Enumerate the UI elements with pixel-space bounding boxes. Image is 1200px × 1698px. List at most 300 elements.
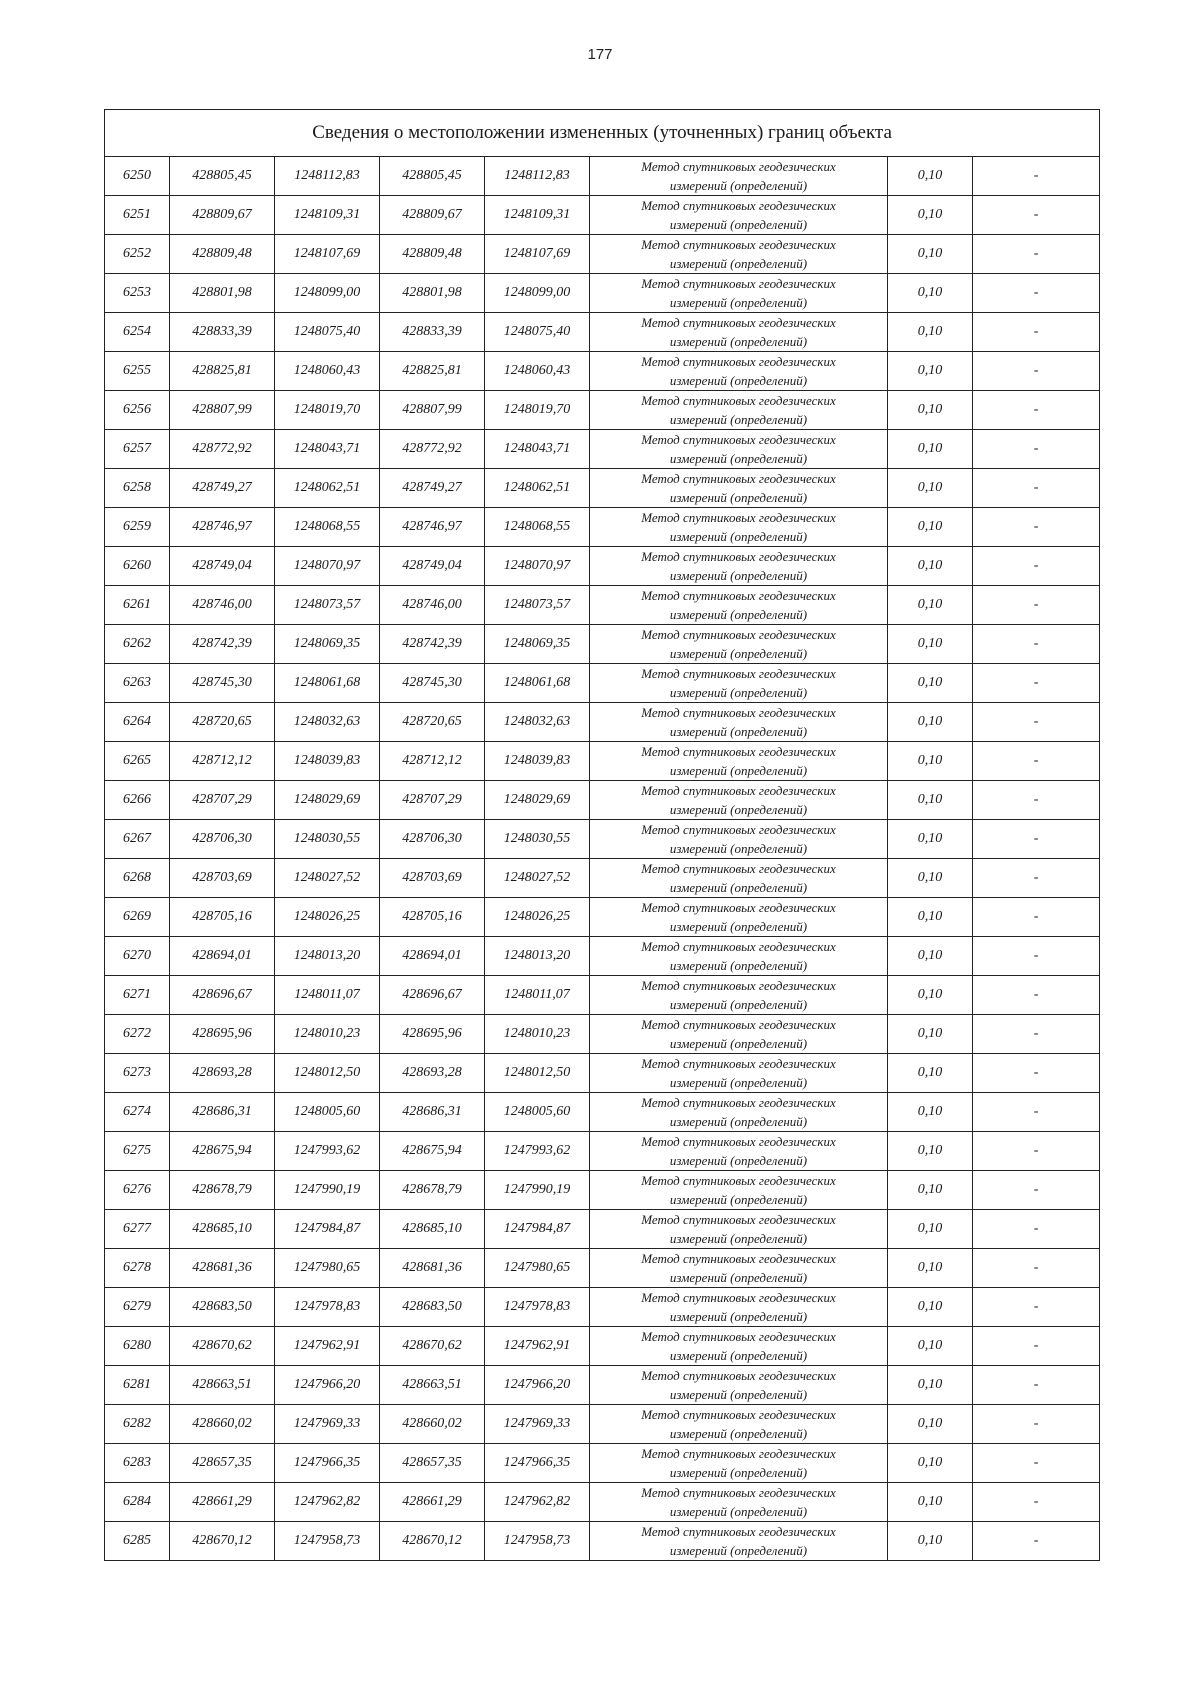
method-cell bbox=[590, 742, 888, 781]
description-cell: - bbox=[973, 1054, 1100, 1093]
accuracy-cell: 0,10 bbox=[888, 469, 973, 508]
method-line-2: измерений (определений) bbox=[669, 802, 808, 817]
accuracy-cell: 0,10 bbox=[888, 1093, 973, 1132]
description-cell: - bbox=[973, 898, 1100, 937]
accuracy-cell: 0,10 bbox=[888, 1444, 973, 1483]
description-cell: - bbox=[973, 1444, 1100, 1483]
x-existing-cell: 428745,30 bbox=[170, 664, 275, 703]
method-line-1: Метод спутниковых геодезических bbox=[641, 861, 836, 876]
method-line-1: Метод спутниковых геодезических bbox=[641, 393, 836, 408]
x-new-cell: 428670,12 bbox=[380, 1522, 485, 1561]
method-line-2: измерений (определений) bbox=[669, 1348, 808, 1363]
method-cell bbox=[590, 547, 888, 586]
method-line-2: измерений (определений) bbox=[669, 1270, 808, 1285]
x-new-cell: 428833,39 bbox=[380, 313, 485, 352]
table-row bbox=[105, 313, 1100, 352]
y-new-cell: 1248029,69 bbox=[485, 781, 590, 820]
point-number-cell: 6279 bbox=[105, 1288, 170, 1327]
x-new-cell: 428685,10 bbox=[380, 1210, 485, 1249]
method-line-1: Метод спутниковых геодезических bbox=[641, 588, 836, 603]
y-existing-cell: 1248030,55 bbox=[275, 820, 380, 859]
method-line-1: Метод спутниковых геодезических bbox=[641, 549, 836, 564]
x-new-cell: 428663,51 bbox=[380, 1366, 485, 1405]
point-number-cell: 6277 bbox=[105, 1210, 170, 1249]
description-cell: - bbox=[973, 703, 1100, 742]
table-row bbox=[105, 976, 1100, 1015]
method-cell bbox=[590, 1444, 888, 1483]
y-existing-cell: 1248061,68 bbox=[275, 664, 380, 703]
point-number-cell: 6259 bbox=[105, 508, 170, 547]
y-new-cell: 1248030,55 bbox=[485, 820, 590, 859]
method-line-2: измерений (определений) bbox=[669, 763, 808, 778]
description-cell: - bbox=[973, 664, 1100, 703]
table-row bbox=[105, 703, 1100, 742]
method-line-2: измерений (определений) bbox=[669, 178, 808, 193]
point-number-cell: 6268 bbox=[105, 859, 170, 898]
method-line-1: Метод спутниковых геодезических bbox=[641, 354, 836, 369]
accuracy-cell: 0,10 bbox=[888, 547, 973, 586]
method-line-2: измерений (определений) bbox=[669, 529, 808, 544]
x-existing-cell: 428742,39 bbox=[170, 625, 275, 664]
table-row bbox=[105, 274, 1100, 313]
method-line-2: измерений (определений) bbox=[669, 646, 808, 661]
x-new-cell: 428706,30 bbox=[380, 820, 485, 859]
x-existing-cell: 428805,45 bbox=[170, 157, 275, 196]
accuracy-cell: 0,10 bbox=[888, 1015, 973, 1054]
method-line-2: измерений (определений) bbox=[669, 1465, 808, 1480]
table-row bbox=[105, 820, 1100, 859]
accuracy-cell: 0,10 bbox=[888, 586, 973, 625]
table-row bbox=[105, 157, 1100, 196]
x-new-cell: 428809,48 bbox=[380, 235, 485, 274]
method-line-2: измерений (определений) bbox=[669, 919, 808, 934]
x-existing-cell: 428703,69 bbox=[170, 859, 275, 898]
point-number-cell: 6275 bbox=[105, 1132, 170, 1171]
description-cell: - bbox=[973, 781, 1100, 820]
accuracy-cell: 0,10 bbox=[888, 1054, 973, 1093]
y-new-cell: 1247990,19 bbox=[485, 1171, 590, 1210]
y-new-cell: 1248075,40 bbox=[485, 313, 590, 352]
method-cell bbox=[590, 664, 888, 703]
method-cell bbox=[590, 898, 888, 937]
x-new-cell: 428694,01 bbox=[380, 937, 485, 976]
description-cell: - bbox=[973, 742, 1100, 781]
method-line-2: измерений (определений) bbox=[669, 880, 808, 895]
x-new-cell: 428746,97 bbox=[380, 508, 485, 547]
method-line-2: измерений (определений) bbox=[669, 1153, 808, 1168]
method-line-2: измерений (определений) bbox=[669, 724, 808, 739]
x-new-cell: 428742,39 bbox=[380, 625, 485, 664]
y-new-cell: 1248027,52 bbox=[485, 859, 590, 898]
x-existing-cell: 428749,27 bbox=[170, 469, 275, 508]
accuracy-cell: 0,10 bbox=[888, 1210, 973, 1249]
accuracy-cell: 0,10 bbox=[888, 664, 973, 703]
y-new-cell: 1248011,07 bbox=[485, 976, 590, 1015]
method-cell bbox=[590, 703, 888, 742]
method-cell bbox=[590, 859, 888, 898]
y-new-cell: 1247958,73 bbox=[485, 1522, 590, 1561]
y-new-cell: 1247993,62 bbox=[485, 1132, 590, 1171]
point-number-cell: 6263 bbox=[105, 664, 170, 703]
point-number-cell: 6274 bbox=[105, 1093, 170, 1132]
accuracy-cell: 0,10 bbox=[888, 1405, 973, 1444]
point-number-cell: 6272 bbox=[105, 1015, 170, 1054]
x-new-cell: 428745,30 bbox=[380, 664, 485, 703]
accuracy-cell: 0,10 bbox=[888, 976, 973, 1015]
method-cell bbox=[590, 1093, 888, 1132]
point-number-cell: 6257 bbox=[105, 430, 170, 469]
table-row bbox=[105, 898, 1100, 937]
table-row bbox=[105, 1132, 1100, 1171]
method-line-1: Метод спутниковых геодезических bbox=[641, 1368, 836, 1383]
x-existing-cell: 428657,35 bbox=[170, 1444, 275, 1483]
x-new-cell: 428703,69 bbox=[380, 859, 485, 898]
table-row bbox=[105, 508, 1100, 547]
x-existing-cell: 428693,28 bbox=[170, 1054, 275, 1093]
y-new-cell: 1248061,68 bbox=[485, 664, 590, 703]
description-cell: - bbox=[973, 1093, 1100, 1132]
y-existing-cell: 1247978,83 bbox=[275, 1288, 380, 1327]
method-line-2: измерений (определений) bbox=[669, 958, 808, 973]
method-cell bbox=[590, 1483, 888, 1522]
method-line-1: Метод спутниковых геодезических bbox=[641, 237, 836, 252]
table-row bbox=[105, 1249, 1100, 1288]
method-line-2: измерений (определений) bbox=[669, 1036, 808, 1051]
description-cell: - bbox=[973, 469, 1100, 508]
accuracy-cell: 0,10 bbox=[888, 391, 973, 430]
point-number-cell: 6282 bbox=[105, 1405, 170, 1444]
y-new-cell: 1247962,91 bbox=[485, 1327, 590, 1366]
point-number-cell: 6278 bbox=[105, 1249, 170, 1288]
method-line-1: Метод спутниковых геодезических bbox=[641, 822, 836, 837]
method-cell bbox=[590, 235, 888, 274]
x-existing-cell: 428695,96 bbox=[170, 1015, 275, 1054]
x-existing-cell: 428686,31 bbox=[170, 1093, 275, 1132]
x-existing-cell: 428801,98 bbox=[170, 274, 275, 313]
point-number-cell: 6252 bbox=[105, 235, 170, 274]
accuracy-cell: 0,10 bbox=[888, 235, 973, 274]
table-row bbox=[105, 664, 1100, 703]
accuracy-cell: 0,10 bbox=[888, 1249, 973, 1288]
table-caption: Сведения о местоположении измененных (уточненных) границ объекта bbox=[105, 110, 1100, 157]
y-existing-cell: 1248011,07 bbox=[275, 976, 380, 1015]
y-new-cell: 1248005,60 bbox=[485, 1093, 590, 1132]
y-existing-cell: 1247966,20 bbox=[275, 1366, 380, 1405]
method-line-1: Метод спутниковых геодезических bbox=[641, 315, 836, 330]
method-line-2: измерений (определений) bbox=[669, 1543, 808, 1558]
description-cell: - bbox=[973, 235, 1100, 274]
table-row bbox=[105, 1522, 1100, 1561]
accuracy-cell: 0,10 bbox=[888, 1288, 973, 1327]
point-number-cell: 6285 bbox=[105, 1522, 170, 1561]
method-cell bbox=[590, 976, 888, 1015]
accuracy-cell: 0,10 bbox=[888, 313, 973, 352]
y-new-cell: 1248060,43 bbox=[485, 352, 590, 391]
method-cell bbox=[590, 1522, 888, 1561]
method-line-2: измерений (определений) bbox=[669, 1426, 808, 1441]
method-cell bbox=[590, 196, 888, 235]
accuracy-cell: 0,10 bbox=[888, 625, 973, 664]
x-new-cell: 428805,45 bbox=[380, 157, 485, 196]
point-number-cell: 6261 bbox=[105, 586, 170, 625]
method-cell bbox=[590, 430, 888, 469]
method-line-2: измерений (определений) bbox=[669, 1075, 808, 1090]
y-new-cell: 1248012,50 bbox=[485, 1054, 590, 1093]
x-new-cell: 428825,81 bbox=[380, 352, 485, 391]
point-number-cell: 6255 bbox=[105, 352, 170, 391]
table-row bbox=[105, 196, 1100, 235]
x-existing-cell: 428670,12 bbox=[170, 1522, 275, 1561]
method-line-2: измерений (определений) bbox=[669, 334, 808, 349]
y-existing-cell: 1248012,50 bbox=[275, 1054, 380, 1093]
method-line-2: измерений (определений) bbox=[669, 256, 808, 271]
table-row bbox=[105, 781, 1100, 820]
method-line-1: Метод спутниковых геодезических bbox=[641, 1095, 836, 1110]
description-cell: - bbox=[973, 586, 1100, 625]
description-cell: - bbox=[973, 547, 1100, 586]
x-new-cell: 428661,29 bbox=[380, 1483, 485, 1522]
description-cell: - bbox=[973, 157, 1100, 196]
y-new-cell: 1248107,69 bbox=[485, 235, 590, 274]
description-cell: - bbox=[973, 508, 1100, 547]
y-new-cell: 1247980,65 bbox=[485, 1249, 590, 1288]
point-number-cell: 6250 bbox=[105, 157, 170, 196]
x-new-cell: 428693,28 bbox=[380, 1054, 485, 1093]
x-existing-cell: 428694,01 bbox=[170, 937, 275, 976]
x-existing-cell: 428696,67 bbox=[170, 976, 275, 1015]
method-line-1: Метод спутниковых геодезических bbox=[641, 432, 836, 447]
y-new-cell: 1248069,35 bbox=[485, 625, 590, 664]
y-existing-cell: 1248032,63 bbox=[275, 703, 380, 742]
point-number-cell: 6273 bbox=[105, 1054, 170, 1093]
method-line-2: измерений (определений) bbox=[669, 295, 808, 310]
method-line-1: Метод спутниковых геодезических bbox=[641, 783, 836, 798]
description-cell: - bbox=[973, 1327, 1100, 1366]
y-existing-cell: 1248099,00 bbox=[275, 274, 380, 313]
method-cell bbox=[590, 352, 888, 391]
y-new-cell: 1248026,25 bbox=[485, 898, 590, 937]
table-row bbox=[105, 859, 1100, 898]
x-existing-cell: 428685,10 bbox=[170, 1210, 275, 1249]
table-row bbox=[105, 235, 1100, 274]
description-cell: - bbox=[973, 430, 1100, 469]
method-line-2: измерений (определений) bbox=[669, 1114, 808, 1129]
description-cell: - bbox=[973, 1366, 1100, 1405]
table-row bbox=[105, 1327, 1100, 1366]
method-line-1: Метод спутниковых геодезических bbox=[641, 276, 836, 291]
table-row bbox=[105, 1054, 1100, 1093]
x-existing-cell: 428661,29 bbox=[170, 1483, 275, 1522]
method-line-1: Метод спутниковых геодезических bbox=[641, 744, 836, 759]
method-cell bbox=[590, 1405, 888, 1444]
method-line-2: измерений (определений) bbox=[669, 451, 808, 466]
y-existing-cell: 1248005,60 bbox=[275, 1093, 380, 1132]
method-line-2: измерений (определений) bbox=[669, 1504, 808, 1519]
y-existing-cell: 1247984,87 bbox=[275, 1210, 380, 1249]
method-cell bbox=[590, 274, 888, 313]
x-new-cell: 428712,12 bbox=[380, 742, 485, 781]
table-row bbox=[105, 1288, 1100, 1327]
method-cell bbox=[590, 937, 888, 976]
method-cell bbox=[590, 1171, 888, 1210]
description-cell: - bbox=[973, 313, 1100, 352]
boundary-coordinates-table bbox=[104, 109, 1100, 1561]
y-new-cell: 1248099,00 bbox=[485, 274, 590, 313]
point-number-cell: 6262 bbox=[105, 625, 170, 664]
x-new-cell: 428696,67 bbox=[380, 976, 485, 1015]
y-new-cell: 1248112,83 bbox=[485, 157, 590, 196]
table-row bbox=[105, 469, 1100, 508]
point-number-cell: 6266 bbox=[105, 781, 170, 820]
x-new-cell: 428678,79 bbox=[380, 1171, 485, 1210]
table-row bbox=[105, 742, 1100, 781]
method-line-2: измерений (определений) bbox=[669, 412, 808, 427]
point-number-cell: 6267 bbox=[105, 820, 170, 859]
y-new-cell: 1247962,82 bbox=[485, 1483, 590, 1522]
accuracy-cell: 0,10 bbox=[888, 1483, 973, 1522]
y-existing-cell: 1248062,51 bbox=[275, 469, 380, 508]
table-row bbox=[105, 1093, 1100, 1132]
method-cell bbox=[590, 625, 888, 664]
x-existing-cell: 428809,48 bbox=[170, 235, 275, 274]
x-new-cell: 428686,31 bbox=[380, 1093, 485, 1132]
method-line-1: Метод спутниковых геодезических bbox=[641, 1485, 836, 1500]
point-number-cell: 6271 bbox=[105, 976, 170, 1015]
method-line-1: Метод спутниковых геодезических bbox=[641, 1056, 836, 1071]
point-number-cell: 6253 bbox=[105, 274, 170, 313]
method-cell bbox=[590, 1210, 888, 1249]
x-new-cell: 428695,96 bbox=[380, 1015, 485, 1054]
x-existing-cell: 428678,79 bbox=[170, 1171, 275, 1210]
description-cell: - bbox=[973, 274, 1100, 313]
x-existing-cell: 428707,29 bbox=[170, 781, 275, 820]
y-existing-cell: 1248019,70 bbox=[275, 391, 380, 430]
x-new-cell: 428683,50 bbox=[380, 1288, 485, 1327]
method-line-2: измерений (определений) bbox=[669, 490, 808, 505]
description-cell: - bbox=[973, 1483, 1100, 1522]
description-cell: - bbox=[973, 1210, 1100, 1249]
x-existing-cell: 428683,50 bbox=[170, 1288, 275, 1327]
y-existing-cell: 1248073,57 bbox=[275, 586, 380, 625]
point-number-cell: 6260 bbox=[105, 547, 170, 586]
method-line-2: измерений (определений) bbox=[669, 997, 808, 1012]
point-number-cell: 6276 bbox=[105, 1171, 170, 1210]
method-line-2: измерений (определений) bbox=[669, 373, 808, 388]
table-row bbox=[105, 547, 1100, 586]
method-line-1: Метод спутниковых геодезических bbox=[641, 471, 836, 486]
method-line-1: Метод спутниковых геодезических bbox=[641, 939, 836, 954]
point-number-cell: 6254 bbox=[105, 313, 170, 352]
table-row bbox=[105, 937, 1100, 976]
y-new-cell: 1248109,31 bbox=[485, 196, 590, 235]
table-row bbox=[105, 352, 1100, 391]
y-existing-cell: 1247990,19 bbox=[275, 1171, 380, 1210]
accuracy-cell: 0,10 bbox=[888, 703, 973, 742]
y-existing-cell: 1248075,40 bbox=[275, 313, 380, 352]
x-existing-cell: 428809,67 bbox=[170, 196, 275, 235]
x-existing-cell: 428675,94 bbox=[170, 1132, 275, 1171]
table-row bbox=[105, 1210, 1100, 1249]
x-existing-cell: 428749,04 bbox=[170, 547, 275, 586]
y-new-cell: 1248032,63 bbox=[485, 703, 590, 742]
table-body bbox=[105, 157, 1100, 1561]
x-existing-cell: 428720,65 bbox=[170, 703, 275, 742]
point-number-cell: 6264 bbox=[105, 703, 170, 742]
y-existing-cell: 1247958,73 bbox=[275, 1522, 380, 1561]
x-existing-cell: 428746,00 bbox=[170, 586, 275, 625]
point-number-cell: 6256 bbox=[105, 391, 170, 430]
accuracy-cell: 0,10 bbox=[888, 898, 973, 937]
accuracy-cell: 0,10 bbox=[888, 937, 973, 976]
point-number-cell: 6251 bbox=[105, 196, 170, 235]
table-row bbox=[105, 1171, 1100, 1210]
y-new-cell: 1248019,70 bbox=[485, 391, 590, 430]
method-line-2: измерений (определений) bbox=[669, 685, 808, 700]
method-line-1: Метод спутниковых геодезических bbox=[641, 1251, 836, 1266]
x-existing-cell: 428712,12 bbox=[170, 742, 275, 781]
method-line-1: Метод спутниковых геодезических bbox=[641, 1134, 836, 1149]
accuracy-cell: 0,10 bbox=[888, 508, 973, 547]
table-row bbox=[105, 1366, 1100, 1405]
y-existing-cell: 1248069,35 bbox=[275, 625, 380, 664]
table-row bbox=[105, 430, 1100, 469]
method-cell bbox=[590, 781, 888, 820]
x-new-cell: 428675,94 bbox=[380, 1132, 485, 1171]
description-cell: - bbox=[973, 352, 1100, 391]
x-new-cell: 428705,16 bbox=[380, 898, 485, 937]
description-cell: - bbox=[973, 1405, 1100, 1444]
y-new-cell: 1248013,20 bbox=[485, 937, 590, 976]
table-row bbox=[105, 586, 1100, 625]
y-new-cell: 1247984,87 bbox=[485, 1210, 590, 1249]
y-new-cell: 1247966,20 bbox=[485, 1366, 590, 1405]
y-existing-cell: 1248112,83 bbox=[275, 157, 380, 196]
x-existing-cell: 428663,51 bbox=[170, 1366, 275, 1405]
y-new-cell: 1248073,57 bbox=[485, 586, 590, 625]
method-line-1: Метод спутниковых геодезических bbox=[641, 510, 836, 525]
method-cell bbox=[590, 1132, 888, 1171]
accuracy-cell: 0,10 bbox=[888, 1522, 973, 1561]
x-new-cell: 428707,29 bbox=[380, 781, 485, 820]
method-line-2: измерений (определений) bbox=[669, 1387, 808, 1402]
y-new-cell: 1248039,83 bbox=[485, 742, 590, 781]
table-row bbox=[105, 625, 1100, 664]
y-existing-cell: 1248060,43 bbox=[275, 352, 380, 391]
method-line-2: измерений (определений) bbox=[669, 568, 808, 583]
point-number-cell: 6265 bbox=[105, 742, 170, 781]
x-existing-cell: 428681,36 bbox=[170, 1249, 275, 1288]
method-line-1: Метод спутниковых геодезических bbox=[641, 1290, 836, 1305]
y-existing-cell: 1247962,82 bbox=[275, 1483, 380, 1522]
point-number-cell: 6270 bbox=[105, 937, 170, 976]
method-line-1: Метод спутниковых геодезических bbox=[641, 1212, 836, 1227]
method-cell bbox=[590, 1015, 888, 1054]
x-new-cell: 428749,27 bbox=[380, 469, 485, 508]
y-new-cell: 1248062,51 bbox=[485, 469, 590, 508]
method-line-1: Метод спутниковых геодезических bbox=[641, 1524, 836, 1539]
method-line-2: измерений (определений) bbox=[669, 841, 808, 856]
method-line-1: Метод спутниковых геодезических bbox=[641, 666, 836, 681]
method-line-1: Метод спутниковых геодезических bbox=[641, 198, 836, 213]
method-cell bbox=[590, 1327, 888, 1366]
method-cell bbox=[590, 1249, 888, 1288]
y-new-cell: 1247966,35 bbox=[485, 1444, 590, 1483]
y-new-cell: 1247978,83 bbox=[485, 1288, 590, 1327]
y-existing-cell: 1248029,69 bbox=[275, 781, 380, 820]
y-existing-cell: 1248013,20 bbox=[275, 937, 380, 976]
method-cell bbox=[590, 1288, 888, 1327]
point-number-cell: 6280 bbox=[105, 1327, 170, 1366]
